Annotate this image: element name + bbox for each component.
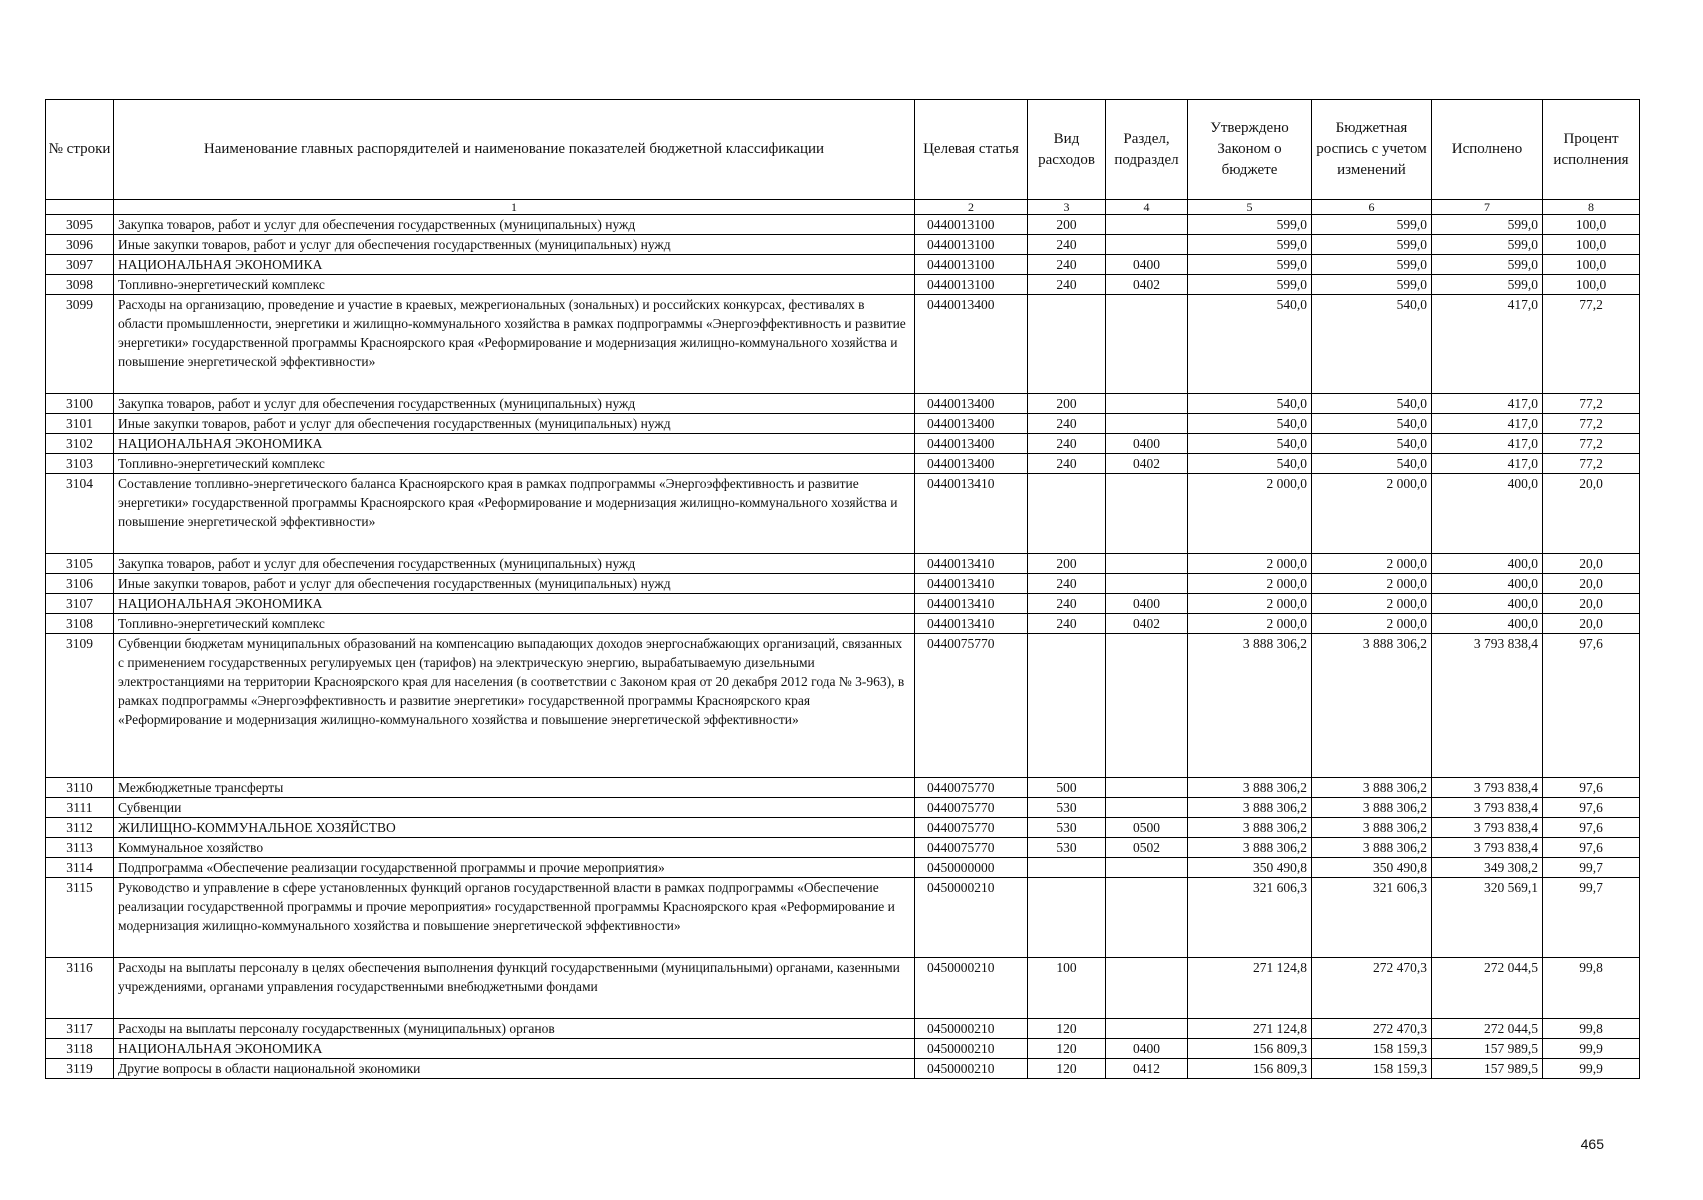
target-article: 0440075770 <box>915 818 1028 838</box>
section-code: 0402 <box>1106 454 1188 474</box>
budget-amount: 540,0 <box>1312 295 1432 394</box>
target-article: 0440013100 <box>915 275 1028 295</box>
execution-percent: 97,6 <box>1543 778 1640 798</box>
table-row <box>46 474 1640 554</box>
table-row <box>46 958 1640 1019</box>
expense-type: 120 <box>1028 1059 1106 1079</box>
section-code: 0402 <box>1106 275 1188 295</box>
section-code <box>1106 798 1188 818</box>
expense-type: 100 <box>1028 958 1106 1019</box>
execution-percent: 100,0 <box>1543 235 1640 255</box>
row-name: Другие вопросы в области национальной экономики <box>114 1059 915 1079</box>
budget-amount: 540,0 <box>1312 454 1432 474</box>
budget-amount: 3 888 306,2 <box>1312 838 1432 858</box>
row-number: 3105 <box>46 554 114 574</box>
target-article: 0440013100 <box>915 255 1028 275</box>
section-code <box>1106 958 1188 1019</box>
expense-type: 120 <box>1028 1039 1106 1059</box>
approved-amount: 540,0 <box>1188 295 1312 394</box>
target-article: 0440075770 <box>915 838 1028 858</box>
target-article: 0450000210 <box>915 1019 1028 1039</box>
row-name: Расходы на организацию, проведение и участие в краевых, межрегиональных (зональных) и российских конкурсах, фестивалях в области промышленности, энергетики и жилищно-коммунального хозяйства в рамках подпрограммы «Энергоэффективность и развитие энергетики» государственной программы Красноярского края «Реформирование и модернизация жилищно-коммунального хозяйства и повышение энергетической эффективности» <box>114 295 915 394</box>
expense-type: 240 <box>1028 574 1106 594</box>
target-article: 0440013410 <box>915 614 1028 634</box>
budget-amount: 158 159,3 <box>1312 1039 1432 1059</box>
expense-type: 200 <box>1028 215 1106 235</box>
budget-amount: 321 606,3 <box>1312 878 1432 958</box>
table-row <box>46 275 1640 295</box>
execution-percent: 97,6 <box>1543 818 1640 838</box>
section-code: 0400 <box>1106 594 1188 614</box>
execution-percent: 100,0 <box>1543 255 1640 275</box>
expense-type: 500 <box>1028 778 1106 798</box>
expense-type: 240 <box>1028 275 1106 295</box>
row-name: Топливно-энергетический комплекс <box>114 614 915 634</box>
table-row <box>46 574 1640 594</box>
executed-amount: 417,0 <box>1432 454 1543 474</box>
executed-amount: 272 044,5 <box>1432 958 1543 1019</box>
executed-amount: 157 989,5 <box>1432 1059 1543 1079</box>
row-number: 3102 <box>46 434 114 454</box>
execution-percent: 77,2 <box>1543 295 1640 394</box>
budget-amount: 272 470,3 <box>1312 1019 1432 1039</box>
table-row <box>46 255 1640 275</box>
column-index-cell <box>46 200 114 215</box>
execution-percent: 20,0 <box>1543 614 1640 634</box>
executed-amount: 400,0 <box>1432 574 1543 594</box>
header-name: Наименование главных распорядителей и наименование показателей бюджетной классификации <box>114 100 915 200</box>
row-number: 3108 <box>46 614 114 634</box>
table-row <box>46 838 1640 858</box>
row-number: 3095 <box>46 215 114 235</box>
column-index-cell: 2 <box>915 200 1028 215</box>
executed-amount: 599,0 <box>1432 235 1543 255</box>
column-index-cell: 3 <box>1028 200 1106 215</box>
expense-type: 200 <box>1028 554 1106 574</box>
approved-amount: 3 888 306,2 <box>1188 838 1312 858</box>
budget-amount: 3 888 306,2 <box>1312 818 1432 838</box>
execution-percent: 77,2 <box>1543 434 1640 454</box>
section-code <box>1106 554 1188 574</box>
section-code <box>1106 878 1188 958</box>
row-name: НАЦИОНАЛЬНАЯ ЭКОНОМИКА <box>114 1039 915 1059</box>
table-row <box>46 1059 1640 1079</box>
table-row <box>46 778 1640 798</box>
row-name: Иные закупки товаров, работ и услуг для обеспечения государственных (муниципальных) нужд <box>114 414 915 434</box>
budget-amount: 599,0 <box>1312 275 1432 295</box>
expense-type <box>1028 858 1106 878</box>
table-row <box>46 634 1640 778</box>
row-number: 3098 <box>46 275 114 295</box>
executed-amount: 349 308,2 <box>1432 858 1543 878</box>
row-number: 3104 <box>46 474 114 554</box>
row-name: Закупка товаров, работ и услуг для обеспечения государственных (муниципальных) нужд <box>114 554 915 574</box>
row-name: ЖИЛИЩНО-КОММУНАЛЬНОЕ ХОЗЯЙСТВО <box>114 818 915 838</box>
target-article: 0440075770 <box>915 778 1028 798</box>
budget-amount: 2 000,0 <box>1312 614 1432 634</box>
row-number: 3101 <box>46 414 114 434</box>
approved-amount: 2 000,0 <box>1188 614 1312 634</box>
row-number: 3113 <box>46 838 114 858</box>
execution-percent: 100,0 <box>1543 215 1640 235</box>
header-percent: Процент исполнения <box>1543 100 1640 200</box>
executed-amount: 3 793 838,4 <box>1432 798 1543 818</box>
executed-amount: 3 793 838,4 <box>1432 818 1543 838</box>
row-name: Расходы на выплаты персоналу государственных (муниципальных) органов <box>114 1019 915 1039</box>
approved-amount: 3 888 306,2 <box>1188 778 1312 798</box>
section-code <box>1106 295 1188 394</box>
executed-amount: 599,0 <box>1432 215 1543 235</box>
expense-type: 120 <box>1028 1019 1106 1039</box>
budget-amount: 3 888 306,2 <box>1312 798 1432 818</box>
executed-amount: 400,0 <box>1432 554 1543 574</box>
target-article: 0440013100 <box>915 215 1028 235</box>
expense-type: 240 <box>1028 235 1106 255</box>
expense-type <box>1028 474 1106 554</box>
approved-amount: 156 809,3 <box>1188 1059 1312 1079</box>
expense-type: 530 <box>1028 838 1106 858</box>
table-row <box>46 295 1640 394</box>
execution-percent: 77,2 <box>1543 454 1640 474</box>
row-name: НАЦИОНАЛЬНАЯ ЭКОНОМИКА <box>114 434 915 454</box>
section-code: 0402 <box>1106 614 1188 634</box>
section-code <box>1106 474 1188 554</box>
table-body <box>46 215 1640 1079</box>
approved-amount: 271 124,8 <box>1188 958 1312 1019</box>
execution-percent: 99,7 <box>1543 858 1640 878</box>
table-row <box>46 215 1640 235</box>
row-name: НАЦИОНАЛЬНАЯ ЭКОНОМИКА <box>114 594 915 614</box>
row-number: 3106 <box>46 574 114 594</box>
approved-amount: 3 888 306,2 <box>1188 818 1312 838</box>
approved-amount: 321 606,3 <box>1188 878 1312 958</box>
expense-type: 240 <box>1028 614 1106 634</box>
executed-amount: 3 793 838,4 <box>1432 778 1543 798</box>
approved-amount: 2 000,0 <box>1188 574 1312 594</box>
approved-amount: 350 490,8 <box>1188 858 1312 878</box>
execution-percent: 97,6 <box>1543 634 1640 778</box>
section-code: 0400 <box>1106 1039 1188 1059</box>
approved-amount: 599,0 <box>1188 275 1312 295</box>
approved-amount: 3 888 306,2 <box>1188 634 1312 778</box>
budget-amount: 2 000,0 <box>1312 554 1432 574</box>
header-target-article: Целевая статья <box>915 100 1028 200</box>
row-number: 3110 <box>46 778 114 798</box>
executed-amount: 599,0 <box>1432 255 1543 275</box>
section-code: 0502 <box>1106 838 1188 858</box>
budget-amount: 540,0 <box>1312 434 1432 454</box>
budget-amount: 599,0 <box>1312 255 1432 275</box>
row-number: 3096 <box>46 235 114 255</box>
target-article: 0440013410 <box>915 594 1028 614</box>
budget-amount: 599,0 <box>1312 235 1432 255</box>
execution-percent: 99,9 <box>1543 1059 1640 1079</box>
approved-amount: 540,0 <box>1188 394 1312 414</box>
approved-amount: 3 888 306,2 <box>1188 798 1312 818</box>
row-name: Топливно-энергетический комплекс <box>114 275 915 295</box>
target-article: 0440075770 <box>915 798 1028 818</box>
row-number: 3107 <box>46 594 114 614</box>
approved-amount: 2 000,0 <box>1188 474 1312 554</box>
table-row <box>46 1019 1640 1039</box>
expense-type: 240 <box>1028 434 1106 454</box>
section-code <box>1106 235 1188 255</box>
execution-percent: 20,0 <box>1543 594 1640 614</box>
expense-type <box>1028 634 1106 778</box>
approved-amount: 540,0 <box>1188 414 1312 434</box>
budget-amount: 3 888 306,2 <box>1312 634 1432 778</box>
row-name: Закупка товаров, работ и услуг для обеспечения государственных (муниципальных) нужд <box>114 215 915 235</box>
table-row <box>46 235 1640 255</box>
executed-amount: 320 569,1 <box>1432 878 1543 958</box>
header-section: Раздел, подраздел <box>1106 100 1188 200</box>
column-index-row <box>46 200 1640 215</box>
executed-amount: 400,0 <box>1432 474 1543 554</box>
row-name: Составление топливно-энергетического баланса Красноярского края в рамках подпрограммы «Энергоэффективность и развитие энергетики» государственной программы Красноярского края «Реформирование и модернизация жилищно-коммунального хозяйства и повышение энергетической эффективности» <box>114 474 915 554</box>
row-number: 3115 <box>46 878 114 958</box>
budget-table <box>45 99 1640 1079</box>
row-name: Субвенции бюджетам муниципальных образований на компенсацию выпадающих доходов энергоснабжающих организаций, связанных с применением государственных регулируемых цен (тарифов) на электрическую энергию, вырабатываемую дизельными электростанциями на территории Красноярского края для населения (в соответствии с Законом края от 20 декабря 2012 года № 3-963), в рамках подпрограммы «Энергоэффективность и развитие энергетики» государственной программы Красноярского края «Реформирование и модернизация жилищно-коммунального хозяйства и повышение энергетической эффективности» <box>114 634 915 778</box>
row-number: 3112 <box>46 818 114 838</box>
row-name: НАЦИОНАЛЬНАЯ ЭКОНОМИКА <box>114 255 915 275</box>
execution-percent: 100,0 <box>1543 275 1640 295</box>
execution-percent: 99,9 <box>1543 1039 1640 1059</box>
header-expense-type: Вид расходов <box>1028 100 1106 200</box>
target-article: 0450000210 <box>915 878 1028 958</box>
budget-amount: 350 490,8 <box>1312 858 1432 878</box>
expense-type: 240 <box>1028 414 1106 434</box>
target-article: 0450000210 <box>915 958 1028 1019</box>
budget-amount: 3 888 306,2 <box>1312 778 1432 798</box>
target-article: 0440013400 <box>915 454 1028 474</box>
section-code: 0500 <box>1106 818 1188 838</box>
executed-amount: 157 989,5 <box>1432 1039 1543 1059</box>
executed-amount: 417,0 <box>1432 434 1543 454</box>
row-name: Расходы на выплаты персоналу в целях обеспечения выполнения функций государственными (муниципальными) органами, казенными учреждениями, органами управления государственными внебюджетными фондами <box>114 958 915 1019</box>
execution-percent: 77,2 <box>1543 414 1640 434</box>
executed-amount: 3 793 838,4 <box>1432 838 1543 858</box>
table-row <box>46 614 1640 634</box>
table-row <box>46 394 1640 414</box>
target-article: 0440013410 <box>915 554 1028 574</box>
row-number: 3109 <box>46 634 114 778</box>
header-executed: Исполнено <box>1432 100 1543 200</box>
executed-amount: 3 793 838,4 <box>1432 634 1543 778</box>
header-row <box>46 100 1640 200</box>
row-name: Субвенции <box>114 798 915 818</box>
page-number: 465 <box>1580 1136 1604 1152</box>
row-number: 3103 <box>46 454 114 474</box>
expense-type <box>1028 295 1106 394</box>
expense-type: 240 <box>1028 255 1106 275</box>
column-index-cell: 1 <box>114 200 915 215</box>
budget-amount: 2 000,0 <box>1312 474 1432 554</box>
row-name: Закупка товаров, работ и услуг для обеспечения государственных (муниципальных) нужд <box>114 394 915 414</box>
section-code: 0400 <box>1106 255 1188 275</box>
executed-amount: 400,0 <box>1432 614 1543 634</box>
target-article: 0440075770 <box>915 634 1028 778</box>
executed-amount: 400,0 <box>1432 594 1543 614</box>
section-code <box>1106 414 1188 434</box>
approved-amount: 271 124,8 <box>1188 1019 1312 1039</box>
row-name: Топливно-энергетический комплекс <box>114 454 915 474</box>
executed-amount: 417,0 <box>1432 394 1543 414</box>
table-row <box>46 878 1640 958</box>
header-budget-schedule: Бюджетная роспись с учетом изменений <box>1312 100 1432 200</box>
execution-percent: 20,0 <box>1543 474 1640 554</box>
budget-amount: 272 470,3 <box>1312 958 1432 1019</box>
row-number: 3116 <box>46 958 114 1019</box>
header-row-number: № строки <box>46 100 114 200</box>
section-code <box>1106 574 1188 594</box>
section-code <box>1106 215 1188 235</box>
target-article: 0440013410 <box>915 574 1028 594</box>
column-index-cell: 6 <box>1312 200 1432 215</box>
section-code <box>1106 1019 1188 1039</box>
approved-amount: 2 000,0 <box>1188 554 1312 574</box>
table-row <box>46 1039 1640 1059</box>
target-article: 0440013400 <box>915 434 1028 454</box>
budget-amount: 540,0 <box>1312 394 1432 414</box>
executed-amount: 417,0 <box>1432 295 1543 394</box>
expense-type: 240 <box>1028 454 1106 474</box>
section-code: 0400 <box>1106 434 1188 454</box>
execution-percent: 20,0 <box>1543 574 1640 594</box>
column-index-cell: 8 <box>1543 200 1640 215</box>
header-approved: Утверждено Законом о бюджете <box>1188 100 1312 200</box>
table-row <box>46 798 1640 818</box>
row-number: 3117 <box>46 1019 114 1039</box>
target-article: 0450000210 <box>915 1059 1028 1079</box>
target-article: 0450000210 <box>915 1039 1028 1059</box>
execution-percent: 99,8 <box>1543 1019 1640 1039</box>
target-article: 0440013400 <box>915 414 1028 434</box>
expense-type <box>1028 878 1106 958</box>
target-article: 0450000000 <box>915 858 1028 878</box>
row-name: Коммунальное хозяйство <box>114 838 915 858</box>
row-name: Иные закупки товаров, работ и услуг для обеспечения государственных (муниципальных) нужд <box>114 574 915 594</box>
row-name: Межбюджетные трансферты <box>114 778 915 798</box>
section-code <box>1106 394 1188 414</box>
expense-type: 530 <box>1028 818 1106 838</box>
executed-amount: 417,0 <box>1432 414 1543 434</box>
target-article: 0440013410 <box>915 474 1028 554</box>
row-number: 3099 <box>46 295 114 394</box>
executed-amount: 599,0 <box>1432 275 1543 295</box>
execution-percent: 77,2 <box>1543 394 1640 414</box>
expense-type: 530 <box>1028 798 1106 818</box>
section-code <box>1106 634 1188 778</box>
section-code: 0412 <box>1106 1059 1188 1079</box>
row-number: 3100 <box>46 394 114 414</box>
approved-amount: 540,0 <box>1188 434 1312 454</box>
approved-amount: 2 000,0 <box>1188 594 1312 614</box>
row-number: 3097 <box>46 255 114 275</box>
execution-percent: 97,6 <box>1543 838 1640 858</box>
column-index-cell: 7 <box>1432 200 1543 215</box>
budget-amount: 158 159,3 <box>1312 1059 1432 1079</box>
row-number: 3118 <box>46 1039 114 1059</box>
approved-amount: 156 809,3 <box>1188 1039 1312 1059</box>
approved-amount: 599,0 <box>1188 235 1312 255</box>
row-name: Иные закупки товаров, работ и услуг для обеспечения государственных (муниципальных) нужд <box>114 235 915 255</box>
row-name: Подпрограмма «Обеспечение реализации государственной программы и прочие мероприятия» <box>114 858 915 878</box>
row-name: Руководство и управление в сфере установленных функций органов государственной власти в рамках подпрограммы «Обеспечение реализации государственной программы и прочие мероприятия» государственной программы Красноярского края «Реформирование и модернизация жилищно-коммунального хозяйства и повышение энергетической эффективности» <box>114 878 915 958</box>
row-number: 3114 <box>46 858 114 878</box>
table-row <box>46 594 1640 614</box>
execution-percent: 99,7 <box>1543 878 1640 958</box>
table-row <box>46 454 1640 474</box>
section-code <box>1106 858 1188 878</box>
budget-amount: 2 000,0 <box>1312 594 1432 614</box>
column-index-cell: 4 <box>1106 200 1188 215</box>
execution-percent: 97,6 <box>1543 798 1640 818</box>
row-number: 3119 <box>46 1059 114 1079</box>
budget-amount: 2 000,0 <box>1312 574 1432 594</box>
target-article: 0440013400 <box>915 295 1028 394</box>
table-row <box>46 414 1640 434</box>
table-row <box>46 858 1640 878</box>
target-article: 0440013400 <box>915 394 1028 414</box>
executed-amount: 272 044,5 <box>1432 1019 1543 1039</box>
column-index-cell: 5 <box>1188 200 1312 215</box>
section-code <box>1106 778 1188 798</box>
execution-percent: 99,8 <box>1543 958 1640 1019</box>
table-row <box>46 434 1640 454</box>
approved-amount: 540,0 <box>1188 454 1312 474</box>
table-row <box>46 818 1640 838</box>
budget-amount: 599,0 <box>1312 215 1432 235</box>
budget-amount: 540,0 <box>1312 414 1432 434</box>
target-article: 0440013100 <box>915 235 1028 255</box>
expense-type: 240 <box>1028 594 1106 614</box>
execution-percent: 20,0 <box>1543 554 1640 574</box>
row-number: 3111 <box>46 798 114 818</box>
approved-amount: 599,0 <box>1188 215 1312 235</box>
expense-type: 200 <box>1028 394 1106 414</box>
table-row <box>46 554 1640 574</box>
approved-amount: 599,0 <box>1188 255 1312 275</box>
